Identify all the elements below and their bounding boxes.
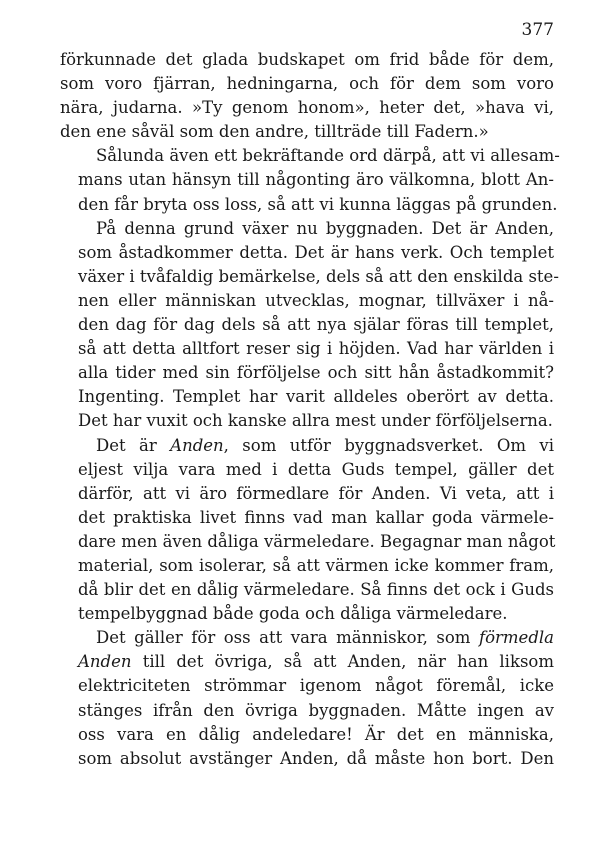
text-line: som åstadkommer detta. Det är hans verk. Och templet [78, 242, 554, 262]
text-line: den dag för dag dels så att nya själar föras till templet, [78, 315, 554, 335]
text-line: Anden till det övriga, så att Anden, när han liksom [78, 652, 554, 672]
text-line: elektriciteten strömmar igenom något föremål, icke [78, 676, 554, 696]
text-line: som voro fjärran, hedningarna, och för dem som voro [60, 74, 554, 94]
text-line: då blir det en dålig värmeledare. Så finns det ock i Guds [78, 580, 554, 600]
text-line: oss vara en dålig andeledare! Är det en människa, [78, 724, 554, 744]
text-line: stänges ifrån den övriga byggnaden. Måtte ingen av [78, 700, 554, 720]
text-line: förkunnade det glada budskapet om frid både för dem, [60, 50, 554, 69]
paragraph [60, 434, 554, 627]
text-line: Sålunda även ett bekräftande ord därpå, att vi allesam- [96, 146, 560, 166]
paragraph [60, 217, 559, 434]
text-line: som absolut avstänger Anden, då måste hon bort. Den [78, 748, 554, 768]
text-line: eljest vilja vara med i detta Guds tempel, gäller det [78, 459, 554, 479]
text-line: dare men även dåliga värmeledare. Begagnar man något [78, 531, 556, 551]
page-number: 377 [521, 20, 554, 40]
text-line: Ingenting. Templet har varit alldeles oberört av detta. [78, 387, 554, 407]
text-line: alla tider med sin förföljelse och sitt hån åstadkommit? [78, 363, 554, 383]
paragraph [60, 48, 554, 144]
text-line: den ene såväl som den andre, tillträde till Fadern.» [60, 122, 489, 142]
book-page [60, 18, 560, 771]
text-line: Det gäller för oss att vara människor, som förmedla [96, 628, 554, 648]
text-line: Det har vuxit och kanske allra mest under förföljelserna. [78, 411, 553, 431]
text-line: På denna grund växer nu byggnaden. Det är Anden, [96, 218, 554, 238]
text-line: växer i tvåfaldig bemärkelse, dels så att den enskilda ste- [78, 266, 559, 286]
body-text [60, 48, 560, 771]
text-line: nära, judarna. »Ty genom honom», heter det, »hava vi, [60, 98, 554, 118]
text-line: Det är Anden, som utför byggnadsverket. Om vi [96, 435, 555, 455]
text-line: därför, att vi äro förmedlare för Anden. Vi veta, att i [78, 483, 554, 503]
paragraph [60, 626, 554, 771]
paragraph [60, 144, 560, 216]
text-line: nen eller människan utvecklas, mognar, tillväxer i nå- [78, 290, 554, 310]
text-line: material, som isolerar, så att värmen icke kommer fram, [78, 555, 554, 575]
text-line: den får bryta oss loss, så att vi kunna läggas på grunden. [78, 194, 558, 214]
text-line: tempelbyggnad både goda och dåliga värmeledare. [78, 604, 508, 624]
text-line: det praktiska livet finns vad man kallar goda värmele- [78, 507, 554, 527]
text-line: så att detta alltfort reser sig i höjden. Vad har världen i [78, 339, 554, 359]
text-line: mans utan hänsyn till någonting äro välkomna, blott An- [78, 170, 554, 190]
